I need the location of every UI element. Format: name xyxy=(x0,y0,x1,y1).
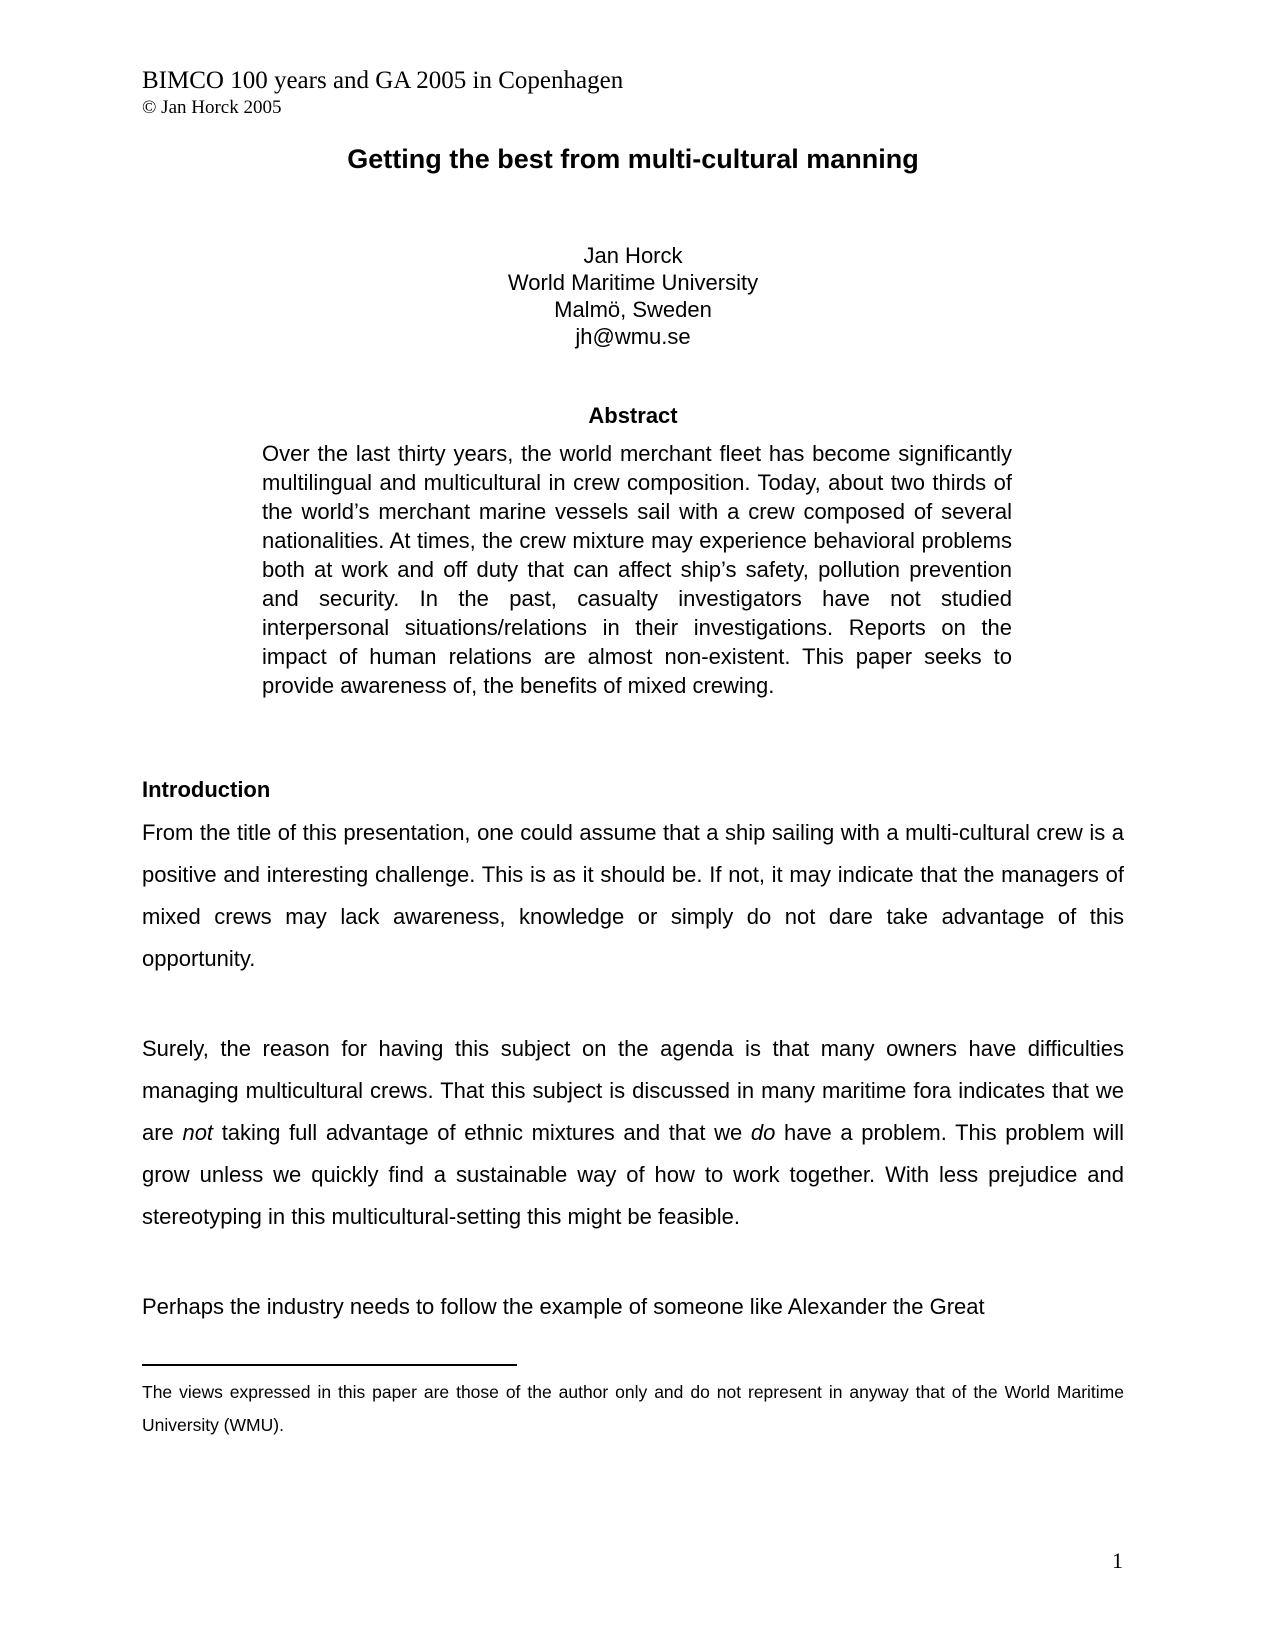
introduction-paragraph-1: From the title of this presentation, one could assume that a ship sailing with a multi-cultural crew is a positive and interesting challenge. This is as it should be. If not, it may indicate that the managers of mixed crews may lack awareness, knowledge or simply do not dare take advantage of this opportunity. xyxy=(142,820,1124,971)
author-affiliation: World Maritime University xyxy=(507,270,759,295)
page-number: 1 xyxy=(1112,1548,1123,1573)
header-conference-title: BIMCO 100 years and GA 2005 in Copenhagen xyxy=(142,67,624,94)
emphasized-text: do xyxy=(750,1120,776,1145)
emphasized-text: not xyxy=(182,1120,214,1145)
introduction-paragraph-3: Perhaps the industry needs to follow the example of someone like Alexander the Great xyxy=(142,1294,985,1319)
introduction-paragraph-2 xyxy=(142,1028,1124,1238)
section-heading-introduction: Introduction xyxy=(142,777,271,802)
author-location: Malmö, Sweden xyxy=(554,297,712,322)
abstract-body: Over the last thirty years, the world merchant fleet has become significantly multilingual and multicultural in crew composition. Today, about two thirds of the world’s merchant marine vessels sail with a crew composed of several nationalities. At times, the crew mixture may experience behavioral problems both at work and off duty that can affect ship’s safety, pollution prevention and security. In the past, casualty investigators have not studied interpersonal situations/relations in their investigations. Reports on the impact of human relations are almost non-existent. This paper seeks to provide awareness of, the benefits of mixed crewing. xyxy=(262,441,1012,698)
footnote-text: The views expressed in this paper are those of the author only and do not represent in anyway that of the World Maritime University (WMU). xyxy=(142,1382,1124,1435)
page-content xyxy=(142,0,1124,1442)
paper-title: Getting the best from multi-cultural manning xyxy=(347,144,919,174)
author-block xyxy=(142,242,1124,350)
body-text: Surely, the reason for having this subject on the agenda is that many owners have difficulties managing multicultural crews. That this subject is discussed in many maritime fora indicates that we are xyxy=(142,1036,1124,1145)
running-header xyxy=(142,66,1124,120)
author-name: Jan Horck xyxy=(583,243,683,268)
author-email: jh@wmu.se xyxy=(575,324,691,349)
abstract-heading: Abstract xyxy=(588,403,678,428)
footnote-separator-rule xyxy=(142,1364,517,1366)
body-text: taking full advantage of ethnic mixtures and that we xyxy=(213,1120,751,1145)
body-text: have a problem. This problem will grow unless we quickly find a sustainable way of how to work together. With less prejudice and stereotyping in this multicultural-setting this might be feasible. xyxy=(142,1120,1124,1229)
header-copyright: © Jan Horck 2005 xyxy=(142,97,282,118)
